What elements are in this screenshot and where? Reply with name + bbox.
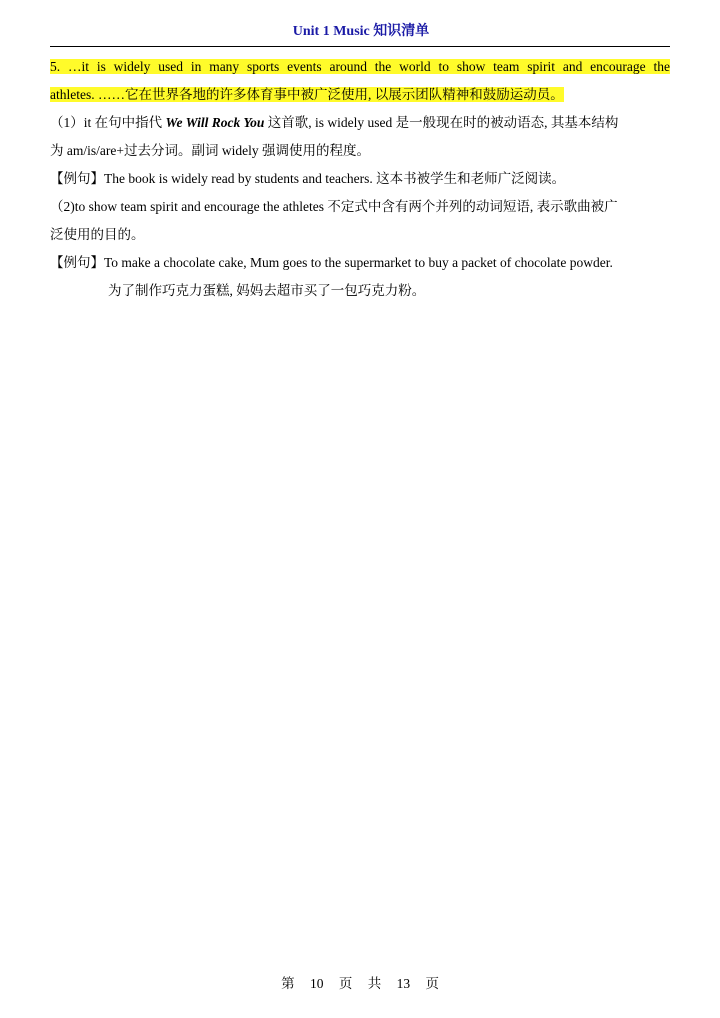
page-footer <box>0 972 720 992</box>
note1-rest: 这首歌, is widely used 是一般现在时的被动语态, 其基本结构 <box>264 115 619 130</box>
example2-translation: 为了制作巧克力蛋糕, 妈妈去超市买了一包巧克力粉。 <box>108 283 426 298</box>
note1-prefix: （1）it 在句中指代 <box>50 115 166 130</box>
item5-highlight-line1: 5. …it is widely used in many sports events around the world to show team spirit and encourage the <box>50 59 670 74</box>
footer-label-ye: 页 <box>338 976 353 991</box>
footer-label-gong: 共 <box>367 976 382 991</box>
item5-line2 <box>50 81 670 109</box>
note1-song-title: We Will Rock You <box>165 115 265 130</box>
note2-line1: （2)to show team spirit and encourage the athletes 不定式中含有两个并列的动词短语, 表示歌曲被广 <box>50 199 618 214</box>
example2 <box>50 249 670 277</box>
footer-page-number: 10 <box>309 976 324 991</box>
header-divider <box>50 46 670 47</box>
example2-tag: 【例句】 <box>50 255 104 270</box>
note1-line1 <box>50 109 670 137</box>
example2-text: To make a chocolate cake, Mum goes to the supermarket to buy a packet of chocolate powder. <box>104 255 613 270</box>
example1-tag: 【例句】 <box>50 171 104 186</box>
item5-highlight-line2: athletes. ……它在世界各地的许多体育事中被广泛使用, 以展示团队精神和鼓励运动员。 <box>50 87 564 102</box>
note2-line2: 泛使用的目的。 <box>50 227 145 242</box>
example1-text: The book is widely read by students and teachers. 这本书被学生和老师广泛阅读。 <box>104 171 566 186</box>
footer-label-ye-2: 页 <box>425 976 439 991</box>
item5-line1 <box>50 53 670 81</box>
note1-line2: 为 am/is/are+过去分词。副词 widely 强调使用的程度。 <box>50 143 370 158</box>
document-body <box>50 53 670 305</box>
footer-total-pages: 13 <box>396 976 411 991</box>
page-header-title: Unit 1 Music 知识清单 <box>292 24 430 39</box>
footer-label-di: 第 <box>281 976 295 991</box>
example1 <box>50 165 670 193</box>
